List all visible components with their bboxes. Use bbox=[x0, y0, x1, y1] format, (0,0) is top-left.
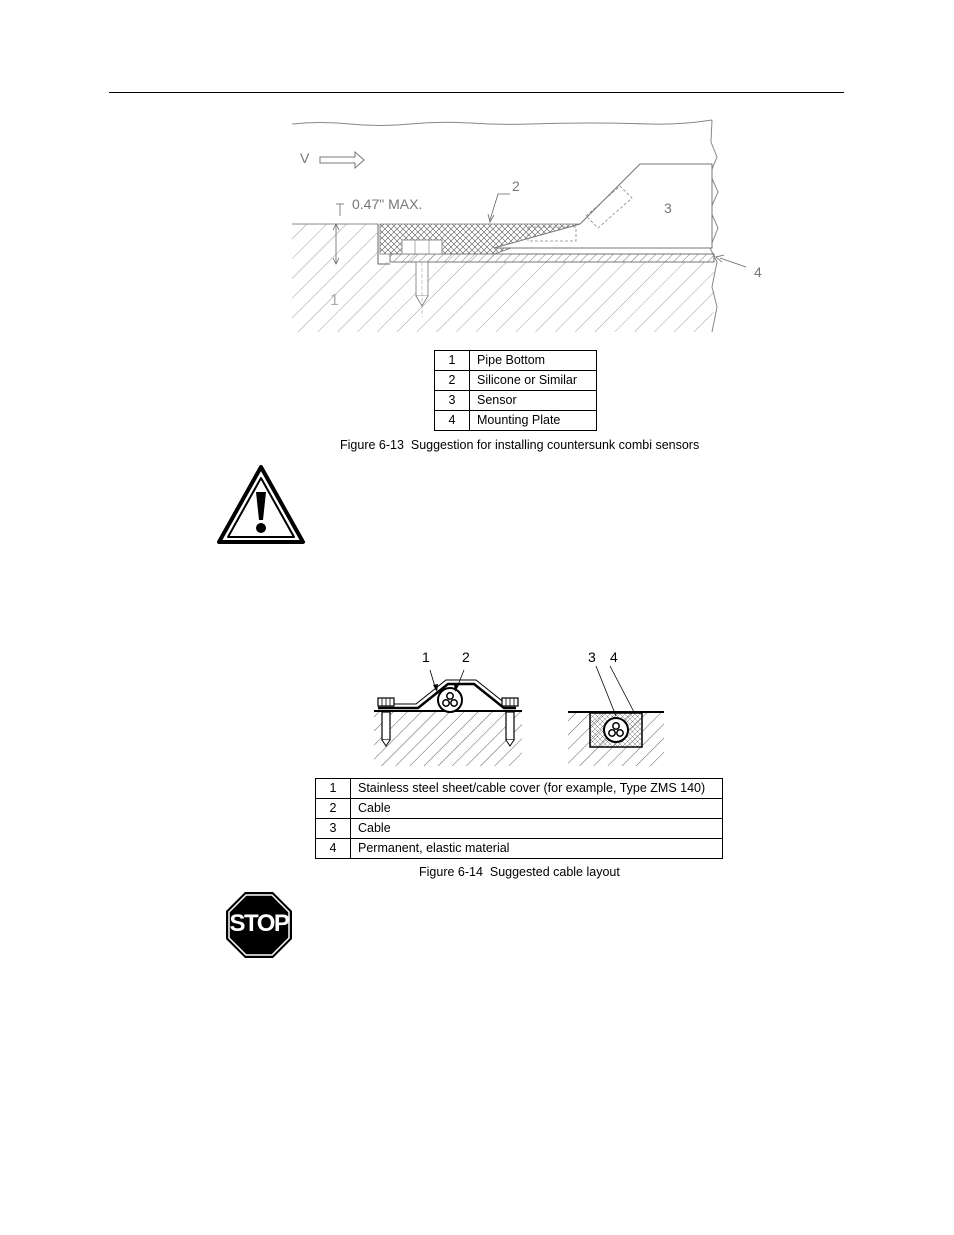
legend-num: 3 bbox=[435, 391, 470, 411]
legend-text: Mounting Plate bbox=[470, 411, 597, 431]
legend-num: 1 bbox=[316, 779, 351, 799]
figure2-legend-table bbox=[315, 778, 723, 859]
legend-num: 4 bbox=[316, 839, 351, 859]
callout-label-1: 1 bbox=[330, 292, 339, 309]
countersunk-sensor-diagram bbox=[280, 112, 780, 342]
table-row bbox=[435, 411, 597, 431]
legend-num: 2 bbox=[435, 371, 470, 391]
legend-text: Stainless steel sheet/cable cover (for example, Type ZMS 140) bbox=[351, 779, 723, 799]
figure1-caption: Figure 6-13 Suggestion for installing countersunk combi sensors bbox=[340, 438, 700, 452]
table-row bbox=[435, 391, 597, 411]
table-row bbox=[316, 819, 723, 839]
callout-label-3: 3 bbox=[664, 200, 672, 216]
table-row bbox=[316, 799, 723, 819]
legend-text: Silicone or Similar bbox=[470, 371, 597, 391]
legend-num: 4 bbox=[435, 411, 470, 431]
callout-label-2: 2 bbox=[512, 178, 520, 194]
figure1-legend-table bbox=[434, 350, 597, 431]
callout-label-3: 3 bbox=[588, 649, 596, 665]
callout-label-4: 4 bbox=[754, 264, 762, 280]
callout-label-4: 4 bbox=[610, 649, 618, 665]
legend-text: Pipe Bottom bbox=[470, 351, 597, 371]
velocity-label: V bbox=[300, 150, 310, 166]
warning-triangle-icon bbox=[216, 464, 306, 546]
callout-label-2: 2 bbox=[462, 649, 470, 665]
table-row bbox=[316, 779, 723, 799]
cable-layout-diagram bbox=[370, 664, 670, 770]
legend-text: Cable bbox=[351, 799, 723, 819]
legend-num: 2 bbox=[316, 799, 351, 819]
stop-sign-icon bbox=[224, 890, 294, 960]
legend-num: 3 bbox=[316, 819, 351, 839]
table-row bbox=[435, 351, 597, 371]
table-row bbox=[316, 839, 723, 859]
legend-text: Sensor bbox=[470, 391, 597, 411]
callout-label-1: 1 bbox=[422, 649, 430, 665]
legend-text: Cable bbox=[351, 819, 723, 839]
legend-text: Permanent, elastic material bbox=[351, 839, 723, 859]
header-rule bbox=[109, 92, 844, 93]
stop-sign-text: STOP bbox=[229, 910, 289, 937]
legend-num: 1 bbox=[435, 351, 470, 371]
figure2-caption: Figure 6-14 Suggested cable layout bbox=[419, 865, 620, 879]
dimension-label: 0.47" MAX. bbox=[352, 196, 423, 212]
table-row bbox=[435, 371, 597, 391]
